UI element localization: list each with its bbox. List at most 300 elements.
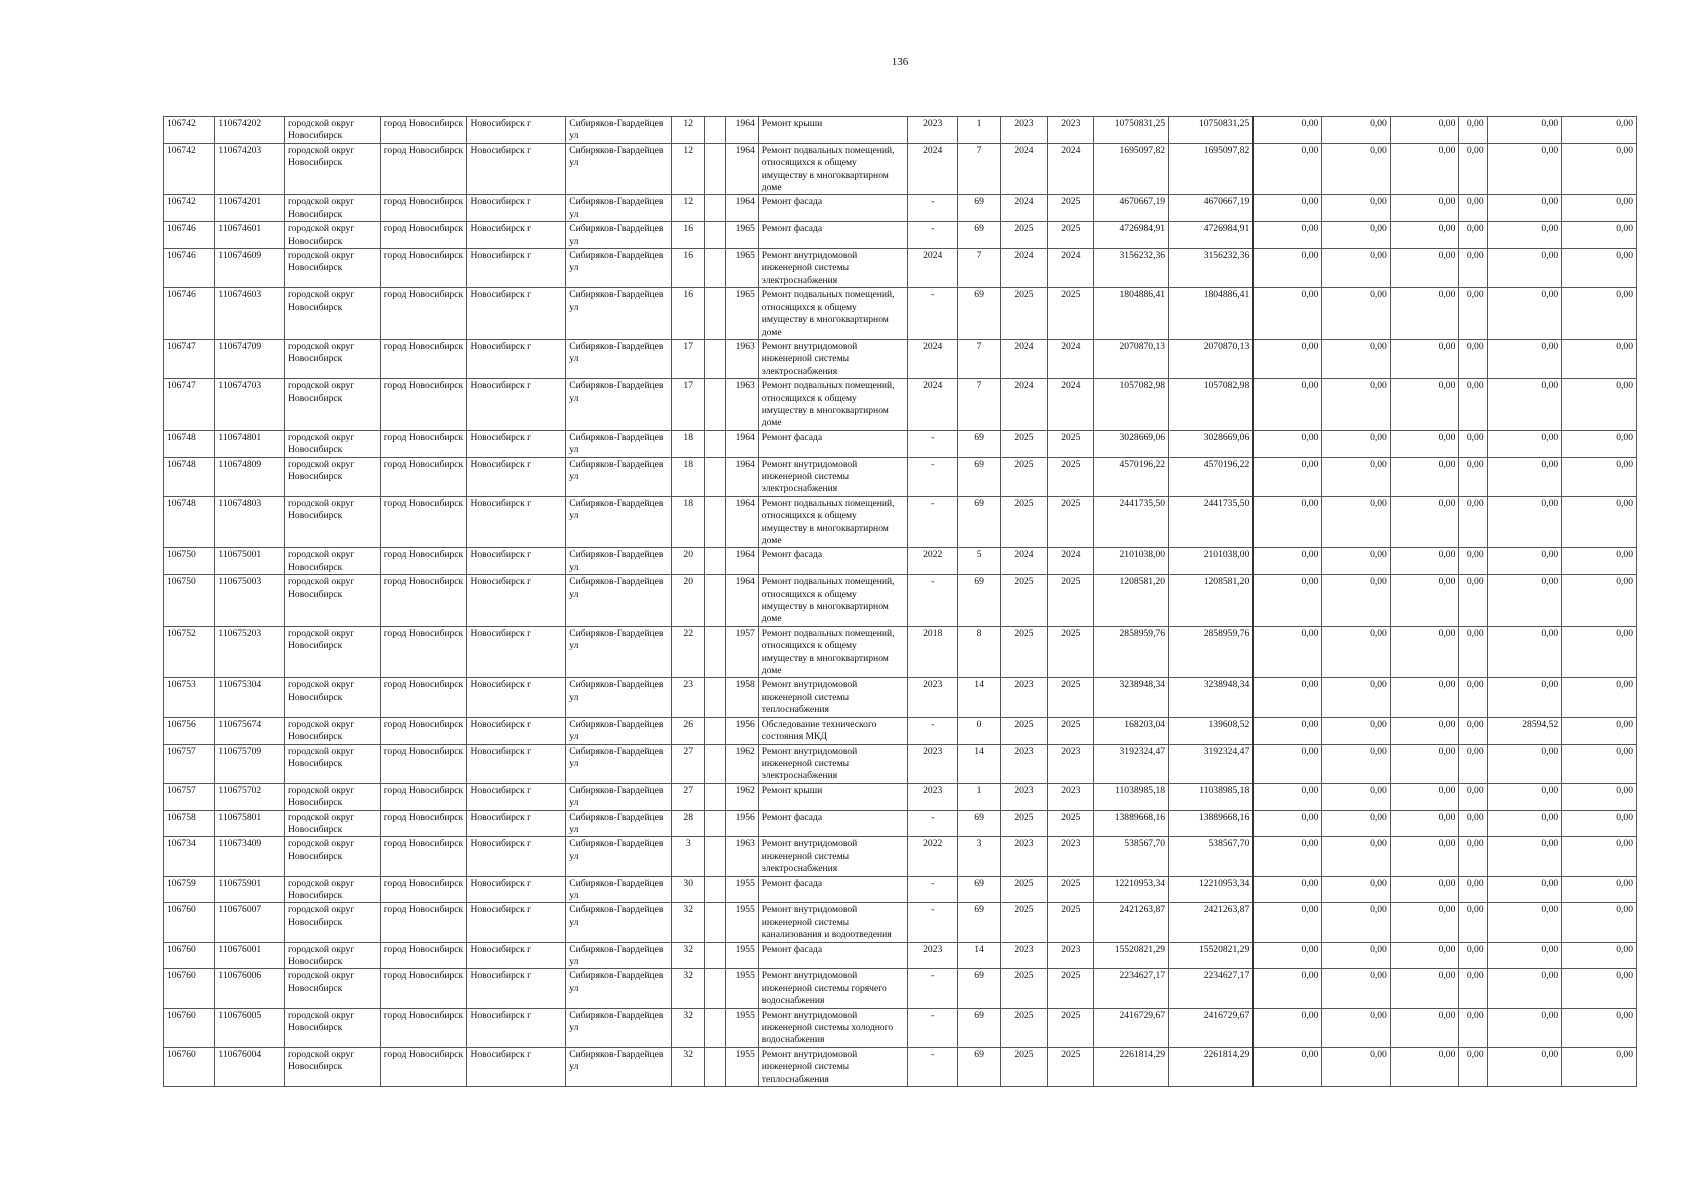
cell-building — [705, 876, 725, 903]
cell-municipal-district: городской округ Новосибирск — [284, 1008, 380, 1047]
cell-settlement: город Новосибирск — [380, 548, 467, 575]
table-row — [164, 969, 1637, 1008]
cell-owner-funds: 0,00 — [1487, 339, 1562, 378]
cell-subject-funds: 0,00 — [1322, 1047, 1391, 1086]
cell-regional-funds: 3238948,34 — [1169, 678, 1254, 717]
cell-municipal-district: городской округ Новосибирск — [284, 379, 380, 431]
cell-work-type: Ремонт фасада — [758, 810, 907, 837]
cell-house-number: 12 — [672, 117, 705, 144]
cell-reserve-funds: 0,00 — [1562, 339, 1637, 378]
cell-total-cost: 2421263,87 — [1094, 903, 1169, 942]
cell-reserve-funds: 0,00 — [1562, 717, 1637, 744]
cell-work-code: 14 — [958, 744, 1000, 783]
cell-locality: Новосибирск г — [467, 969, 566, 1008]
cell-other-funds: 0,00 — [1459, 626, 1487, 678]
cell-planned-year: 2023 — [907, 744, 957, 783]
cell-end-year: 2023 — [1048, 117, 1094, 144]
cell-total-cost: 538567,70 — [1094, 837, 1169, 876]
cell-planned-year: - — [907, 876, 957, 903]
cell-house-id: 106742 — [164, 195, 215, 222]
cell-start-year: 2024 — [1000, 379, 1047, 431]
cell-settlement: город Новосибирск — [380, 496, 467, 548]
cell-municipal-district: городской округ Новосибирск — [284, 430, 380, 457]
cell-owner-funds: 0,00 — [1487, 548, 1562, 575]
cell-work-type: Ремонт внутридомовой инженерной системы электроснабжения — [758, 249, 907, 288]
cell-work-id: 110674603 — [215, 288, 285, 340]
cell-other-funds: 0,00 — [1459, 678, 1487, 717]
cell-work-id: 110674609 — [215, 249, 285, 288]
cell-end-year: 2025 — [1048, 876, 1094, 903]
cell-start-year: 2024 — [1000, 339, 1047, 378]
cell-work-code: 7 — [958, 249, 1000, 288]
cell-work-id: 110676001 — [215, 942, 285, 969]
cell-settlement: город Новосибирск — [380, 717, 467, 744]
cell-other-funds: 0,00 — [1459, 288, 1487, 340]
cell-owner-funds: 0,00 — [1487, 249, 1562, 288]
cell-reserve-funds: 0,00 — [1562, 837, 1637, 876]
cell-house-id: 106750 — [164, 548, 215, 575]
cell-work-id: 110674801 — [215, 430, 285, 457]
cell-local-funds: 0,00 — [1390, 496, 1459, 548]
cell-work-code: 69 — [958, 430, 1000, 457]
cell-federal-funds: 0,00 — [1253, 678, 1322, 717]
cell-planned-year: - — [907, 810, 957, 837]
cell-building — [705, 575, 725, 627]
cell-reserve-funds: 0,00 — [1562, 222, 1637, 249]
cell-house-id: 106746 — [164, 249, 215, 288]
cell-settlement: город Новосибирск — [380, 379, 467, 431]
cell-total-cost: 12210953,34 — [1094, 876, 1169, 903]
cell-building — [705, 969, 725, 1008]
cell-local-funds: 0,00 — [1390, 626, 1459, 678]
cell-construction-year: 1964 — [725, 457, 758, 496]
cell-building — [705, 903, 725, 942]
table-row — [164, 496, 1637, 548]
cell-total-cost: 15520821,29 — [1094, 942, 1169, 969]
cell-total-cost: 3192324,47 — [1094, 744, 1169, 783]
cell-construction-year: 1964 — [725, 195, 758, 222]
cell-owner-funds: 0,00 — [1487, 942, 1562, 969]
cell-subject-funds: 0,00 — [1322, 876, 1391, 903]
cell-work-id: 110675801 — [215, 810, 285, 837]
cell-work-type: Ремонт фасада — [758, 942, 907, 969]
cell-locality: Новосибирск г — [467, 496, 566, 548]
cell-municipal-district: городской округ Новосибирск — [284, 195, 380, 222]
table-row — [164, 117, 1637, 144]
cell-street: Сибиряков-Гвардейцев ул — [566, 457, 672, 496]
cell-federal-funds: 0,00 — [1253, 626, 1322, 678]
cell-work-code: 3 — [958, 837, 1000, 876]
cell-planned-year: 2018 — [907, 626, 957, 678]
cell-work-id: 110674803 — [215, 496, 285, 548]
table-row — [164, 249, 1637, 288]
cell-work-type: Ремонт подвальных помещений, относящихся к общему имуществу в многоквартирном доме — [758, 288, 907, 340]
cell-building — [705, 744, 725, 783]
cell-municipal-district: городской округ Новосибирск — [284, 1047, 380, 1086]
cell-municipal-district: городской округ Новосибирск — [284, 496, 380, 548]
table-row — [164, 195, 1637, 222]
cell-planned-year: - — [907, 288, 957, 340]
cell-street: Сибиряков-Гвардейцев ул — [566, 430, 672, 457]
cell-other-funds: 0,00 — [1459, 942, 1487, 969]
cell-settlement: город Новосибирск — [380, 430, 467, 457]
cell-municipal-district: городской округ Новосибирск — [284, 339, 380, 378]
cell-settlement: город Новосибирск — [380, 903, 467, 942]
cell-planned-year: - — [907, 717, 957, 744]
cell-total-cost: 1804886,41 — [1094, 288, 1169, 340]
table-row — [164, 903, 1637, 942]
cell-work-type: Ремонт внутридомовой инженерной системы холодного водоснабжения — [758, 1008, 907, 1047]
page-number: 136 — [891, 56, 909, 68]
cell-house-number: 17 — [672, 339, 705, 378]
cell-work-id: 110674703 — [215, 379, 285, 431]
cell-end-year: 2025 — [1048, 288, 1094, 340]
cell-locality: Новосибирск г — [467, 288, 566, 340]
cell-work-code: 14 — [958, 678, 1000, 717]
cell-other-funds: 0,00 — [1459, 457, 1487, 496]
cell-total-cost: 10750831,25 — [1094, 117, 1169, 144]
cell-house-id: 106748 — [164, 457, 215, 496]
cell-planned-year: 2024 — [907, 249, 957, 288]
cell-end-year: 2025 — [1048, 575, 1094, 627]
cell-local-funds: 0,00 — [1390, 288, 1459, 340]
cell-house-number: 32 — [672, 942, 705, 969]
cell-owner-funds: 0,00 — [1487, 143, 1562, 195]
cell-end-year: 2025 — [1048, 626, 1094, 678]
cell-work-code: 1 — [958, 117, 1000, 144]
cell-house-id: 106758 — [164, 810, 215, 837]
cell-planned-year: 2024 — [907, 143, 957, 195]
cell-house-number: 12 — [672, 195, 705, 222]
cell-construction-year: 1964 — [725, 496, 758, 548]
cell-locality: Новосибирск г — [467, 249, 566, 288]
cell-subject-funds: 0,00 — [1322, 969, 1391, 1008]
cell-construction-year: 1955 — [725, 903, 758, 942]
cell-start-year: 2025 — [1000, 626, 1047, 678]
cell-total-cost: 1695097,82 — [1094, 143, 1169, 195]
cell-work-code: 69 — [958, 288, 1000, 340]
cell-building — [705, 548, 725, 575]
cell-work-id: 110676006 — [215, 969, 285, 1008]
table-row — [164, 717, 1637, 744]
cell-settlement: город Новосибирск — [380, 457, 467, 496]
cell-local-funds: 0,00 — [1390, 143, 1459, 195]
cell-building — [705, 249, 725, 288]
cell-owner-funds: 0,00 — [1487, 457, 1562, 496]
table-body — [164, 117, 1637, 1087]
cell-other-funds: 0,00 — [1459, 717, 1487, 744]
cell-local-funds: 0,00 — [1390, 783, 1459, 810]
cell-work-type: Ремонт крыши — [758, 783, 907, 810]
cell-construction-year: 1964 — [725, 143, 758, 195]
cell-total-cost: 4670667,19 — [1094, 195, 1169, 222]
cell-municipal-district: городской округ Новосибирск — [284, 548, 380, 575]
cell-end-year: 2024 — [1048, 143, 1094, 195]
cell-work-id: 110675001 — [215, 548, 285, 575]
cell-street: Сибиряков-Гвардейцев ул — [566, 195, 672, 222]
cell-work-id: 110675203 — [215, 626, 285, 678]
cell-reserve-funds: 0,00 — [1562, 288, 1637, 340]
cell-work-code: 0 — [958, 717, 1000, 744]
cell-work-code: 7 — [958, 379, 1000, 431]
cell-building — [705, 195, 725, 222]
table-row — [164, 744, 1637, 783]
cell-locality: Новосибирск г — [467, 143, 566, 195]
cell-locality: Новосибирск г — [467, 575, 566, 627]
cell-other-funds: 0,00 — [1459, 222, 1487, 249]
cell-total-cost: 2101038,00 — [1094, 548, 1169, 575]
cell-start-year: 2025 — [1000, 496, 1047, 548]
cell-subject-funds: 0,00 — [1322, 783, 1391, 810]
cell-municipal-district: городской округ Новосибирск — [284, 457, 380, 496]
cell-federal-funds: 0,00 — [1253, 222, 1322, 249]
cell-subject-funds: 0,00 — [1322, 379, 1391, 431]
cell-locality: Новосибирск г — [467, 876, 566, 903]
cell-owner-funds: 28594,52 — [1487, 717, 1562, 744]
cell-settlement: город Новосибирск — [380, 876, 467, 903]
cell-owner-funds: 0,00 — [1487, 222, 1562, 249]
cell-work-code: 5 — [958, 548, 1000, 575]
cell-total-cost: 4570196,22 — [1094, 457, 1169, 496]
cell-end-year: 2023 — [1048, 837, 1094, 876]
cell-other-funds: 0,00 — [1459, 876, 1487, 903]
cell-reserve-funds: 0,00 — [1562, 379, 1637, 431]
cell-federal-funds: 0,00 — [1253, 969, 1322, 1008]
cell-regional-funds: 2441735,50 — [1169, 496, 1254, 548]
cell-construction-year: 1956 — [725, 810, 758, 837]
cell-construction-year: 1964 — [725, 430, 758, 457]
table-row — [164, 783, 1637, 810]
cell-work-id: 110675901 — [215, 876, 285, 903]
cell-owner-funds: 0,00 — [1487, 626, 1562, 678]
cell-work-code: 69 — [958, 457, 1000, 496]
cell-street: Сибиряков-Гвардейцев ул — [566, 903, 672, 942]
table-row — [164, 457, 1637, 496]
table-row — [164, 379, 1637, 431]
table-row — [164, 837, 1637, 876]
cell-house-id: 106742 — [164, 143, 215, 195]
cell-street: Сибиряков-Гвардейцев ул — [566, 117, 672, 144]
cell-planned-year: - — [907, 195, 957, 222]
cell-building — [705, 1008, 725, 1047]
cell-house-number: 18 — [672, 430, 705, 457]
cell-reserve-funds: 0,00 — [1562, 626, 1637, 678]
cell-construction-year: 1964 — [725, 575, 758, 627]
cell-house-id: 106753 — [164, 678, 215, 717]
cell-owner-funds: 0,00 — [1487, 288, 1562, 340]
cell-reserve-funds: 0,00 — [1562, 783, 1637, 810]
cell-construction-year: 1955 — [725, 942, 758, 969]
cell-local-funds: 0,00 — [1390, 942, 1459, 969]
cell-planned-year: 2022 — [907, 837, 957, 876]
cell-locality: Новосибирск г — [467, 1008, 566, 1047]
cell-federal-funds: 0,00 — [1253, 430, 1322, 457]
cell-other-funds: 0,00 — [1459, 1047, 1487, 1086]
cell-owner-funds: 0,00 — [1487, 903, 1562, 942]
cell-street: Сибиряков-Гвардейцев ул — [566, 1047, 672, 1086]
cell-reserve-funds: 0,00 — [1562, 430, 1637, 457]
cell-work-type: Ремонт внутридомовой инженерной системы теплоснабжения — [758, 1047, 907, 1086]
cell-construction-year: 1956 — [725, 717, 758, 744]
cell-local-funds: 0,00 — [1390, 195, 1459, 222]
cell-reserve-funds: 0,00 — [1562, 876, 1637, 903]
cell-subject-funds: 0,00 — [1322, 339, 1391, 378]
cell-locality: Новосибирск г — [467, 626, 566, 678]
cell-building — [705, 810, 725, 837]
table-row — [164, 942, 1637, 969]
cell-other-funds: 0,00 — [1459, 249, 1487, 288]
cell-local-funds: 0,00 — [1390, 379, 1459, 431]
cell-subject-funds: 0,00 — [1322, 548, 1391, 575]
cell-subject-funds: 0,00 — [1322, 288, 1391, 340]
cell-locality: Новосибирск г — [467, 379, 566, 431]
cell-local-funds: 0,00 — [1390, 249, 1459, 288]
cell-construction-year: 1955 — [725, 1008, 758, 1047]
cell-settlement: город Новосибирск — [380, 678, 467, 717]
cell-planned-year: 2023 — [907, 942, 957, 969]
cell-federal-funds: 0,00 — [1253, 876, 1322, 903]
cell-work-type: Ремонт фасада — [758, 430, 907, 457]
cell-planned-year: 2024 — [907, 379, 957, 431]
cell-work-id: 110676004 — [215, 1047, 285, 1086]
cell-street: Сибиряков-Гвардейцев ул — [566, 575, 672, 627]
cell-house-number: 32 — [672, 903, 705, 942]
cell-end-year: 2025 — [1048, 717, 1094, 744]
cell-municipal-district: городской округ Новосибирск — [284, 575, 380, 627]
cell-start-year: 2024 — [1000, 548, 1047, 575]
cell-local-funds: 0,00 — [1390, 969, 1459, 1008]
cell-work-type: Ремонт внутридомовой инженерной системы электроснабжения — [758, 744, 907, 783]
cell-municipal-district: городской округ Новосибирск — [284, 626, 380, 678]
cell-work-type: Ремонт фасада — [758, 195, 907, 222]
cell-work-code: 7 — [958, 143, 1000, 195]
table-row — [164, 626, 1637, 678]
cell-locality: Новосибирск г — [467, 548, 566, 575]
cell-regional-funds: 2101038,00 — [1169, 548, 1254, 575]
cell-reserve-funds: 0,00 — [1562, 548, 1637, 575]
cell-planned-year: - — [907, 496, 957, 548]
cell-street: Сибиряков-Гвардейцев ул — [566, 744, 672, 783]
cell-regional-funds: 3156232,36 — [1169, 249, 1254, 288]
cell-other-funds: 0,00 — [1459, 379, 1487, 431]
cell-subject-funds: 0,00 — [1322, 903, 1391, 942]
cell-municipal-district: городской округ Новосибирск — [284, 117, 380, 144]
cell-reserve-funds: 0,00 — [1562, 496, 1637, 548]
cell-work-id: 110674601 — [215, 222, 285, 249]
cell-total-cost: 3156232,36 — [1094, 249, 1169, 288]
cell-owner-funds: 0,00 — [1487, 876, 1562, 903]
cell-federal-funds: 0,00 — [1253, 1047, 1322, 1086]
cell-owner-funds: 0,00 — [1487, 969, 1562, 1008]
cell-municipal-district: городской округ Новосибирск — [284, 222, 380, 249]
cell-planned-year: - — [907, 457, 957, 496]
cell-house-id: 106734 — [164, 837, 215, 876]
cell-federal-funds: 0,00 — [1253, 548, 1322, 575]
cell-work-code: 69 — [958, 195, 1000, 222]
cell-regional-funds: 2234627,17 — [1169, 969, 1254, 1008]
cell-end-year: 2025 — [1048, 222, 1094, 249]
cell-end-year: 2025 — [1048, 195, 1094, 222]
cell-work-type: Ремонт подвальных помещений, относящихся к общему имуществу в многоквартирном доме — [758, 496, 907, 548]
cell-house-number: 16 — [672, 222, 705, 249]
cell-end-year: 2025 — [1048, 969, 1094, 1008]
cell-construction-year: 1955 — [725, 969, 758, 1008]
cell-reserve-funds: 0,00 — [1562, 1008, 1637, 1047]
cell-start-year: 2024 — [1000, 195, 1047, 222]
cell-planned-year: 2023 — [907, 783, 957, 810]
cell-building — [705, 783, 725, 810]
cell-start-year: 2025 — [1000, 1047, 1047, 1086]
table-row — [164, 548, 1637, 575]
cell-planned-year: - — [907, 430, 957, 457]
cell-building — [705, 339, 725, 378]
cell-total-cost: 2261814,29 — [1094, 1047, 1169, 1086]
cell-regional-funds: 12210953,34 — [1169, 876, 1254, 903]
cell-federal-funds: 0,00 — [1253, 288, 1322, 340]
cell-construction-year: 1962 — [725, 783, 758, 810]
cell-owner-funds: 0,00 — [1487, 117, 1562, 144]
cell-house-id: 106757 — [164, 744, 215, 783]
cell-start-year: 2024 — [1000, 143, 1047, 195]
cell-house-id: 106760 — [164, 942, 215, 969]
repair-program-table — [163, 116, 1637, 1087]
cell-owner-funds: 0,00 — [1487, 379, 1562, 431]
cell-work-type: Ремонт внутридомовой инженерной системы канализования и водоотведения — [758, 903, 907, 942]
cell-subject-funds: 0,00 — [1322, 744, 1391, 783]
cell-subject-funds: 0,00 — [1322, 678, 1391, 717]
cell-owner-funds: 0,00 — [1487, 430, 1562, 457]
cell-building — [705, 117, 725, 144]
cell-house-number: 32 — [672, 1008, 705, 1047]
cell-street: Сибиряков-Гвардейцев ул — [566, 548, 672, 575]
cell-federal-funds: 0,00 — [1253, 143, 1322, 195]
cell-house-number: 12 — [672, 143, 705, 195]
cell-settlement: город Новосибирск — [380, 249, 467, 288]
cell-owner-funds: 0,00 — [1487, 195, 1562, 222]
cell-other-funds: 0,00 — [1459, 903, 1487, 942]
cell-municipal-district: городской округ Новосибирск — [284, 942, 380, 969]
cell-street: Сибиряков-Гвардейцев ул — [566, 496, 672, 548]
cell-local-funds: 0,00 — [1390, 1008, 1459, 1047]
cell-locality: Новосибирск г — [467, 783, 566, 810]
cell-other-funds: 0,00 — [1459, 969, 1487, 1008]
cell-work-type: Ремонт подвальных помещений, относящихся к общему имуществу в многоквартирном доме — [758, 626, 907, 678]
cell-regional-funds: 11038985,18 — [1169, 783, 1254, 810]
cell-total-cost: 13889668,16 — [1094, 810, 1169, 837]
cell-other-funds: 0,00 — [1459, 339, 1487, 378]
cell-subject-funds: 0,00 — [1322, 143, 1391, 195]
cell-reserve-funds: 0,00 — [1562, 942, 1637, 969]
cell-house-number: 27 — [672, 783, 705, 810]
cell-work-id: 110675304 — [215, 678, 285, 717]
cell-start-year: 2025 — [1000, 969, 1047, 1008]
cell-local-funds: 0,00 — [1390, 1047, 1459, 1086]
cell-house-number: 23 — [672, 678, 705, 717]
cell-work-type: Ремонт фасада — [758, 548, 907, 575]
cell-construction-year: 1963 — [725, 837, 758, 876]
cell-work-id: 110675702 — [215, 783, 285, 810]
cell-end-year: 2024 — [1048, 339, 1094, 378]
cell-reserve-funds: 0,00 — [1562, 810, 1637, 837]
cell-federal-funds: 0,00 — [1253, 379, 1322, 431]
cell-regional-funds: 4570196,22 — [1169, 457, 1254, 496]
cell-house-id: 106747 — [164, 339, 215, 378]
cell-subject-funds: 0,00 — [1322, 430, 1391, 457]
cell-work-code: 69 — [958, 903, 1000, 942]
cell-total-cost: 2234627,17 — [1094, 969, 1169, 1008]
cell-federal-funds: 0,00 — [1253, 195, 1322, 222]
cell-end-year: 2024 — [1048, 379, 1094, 431]
